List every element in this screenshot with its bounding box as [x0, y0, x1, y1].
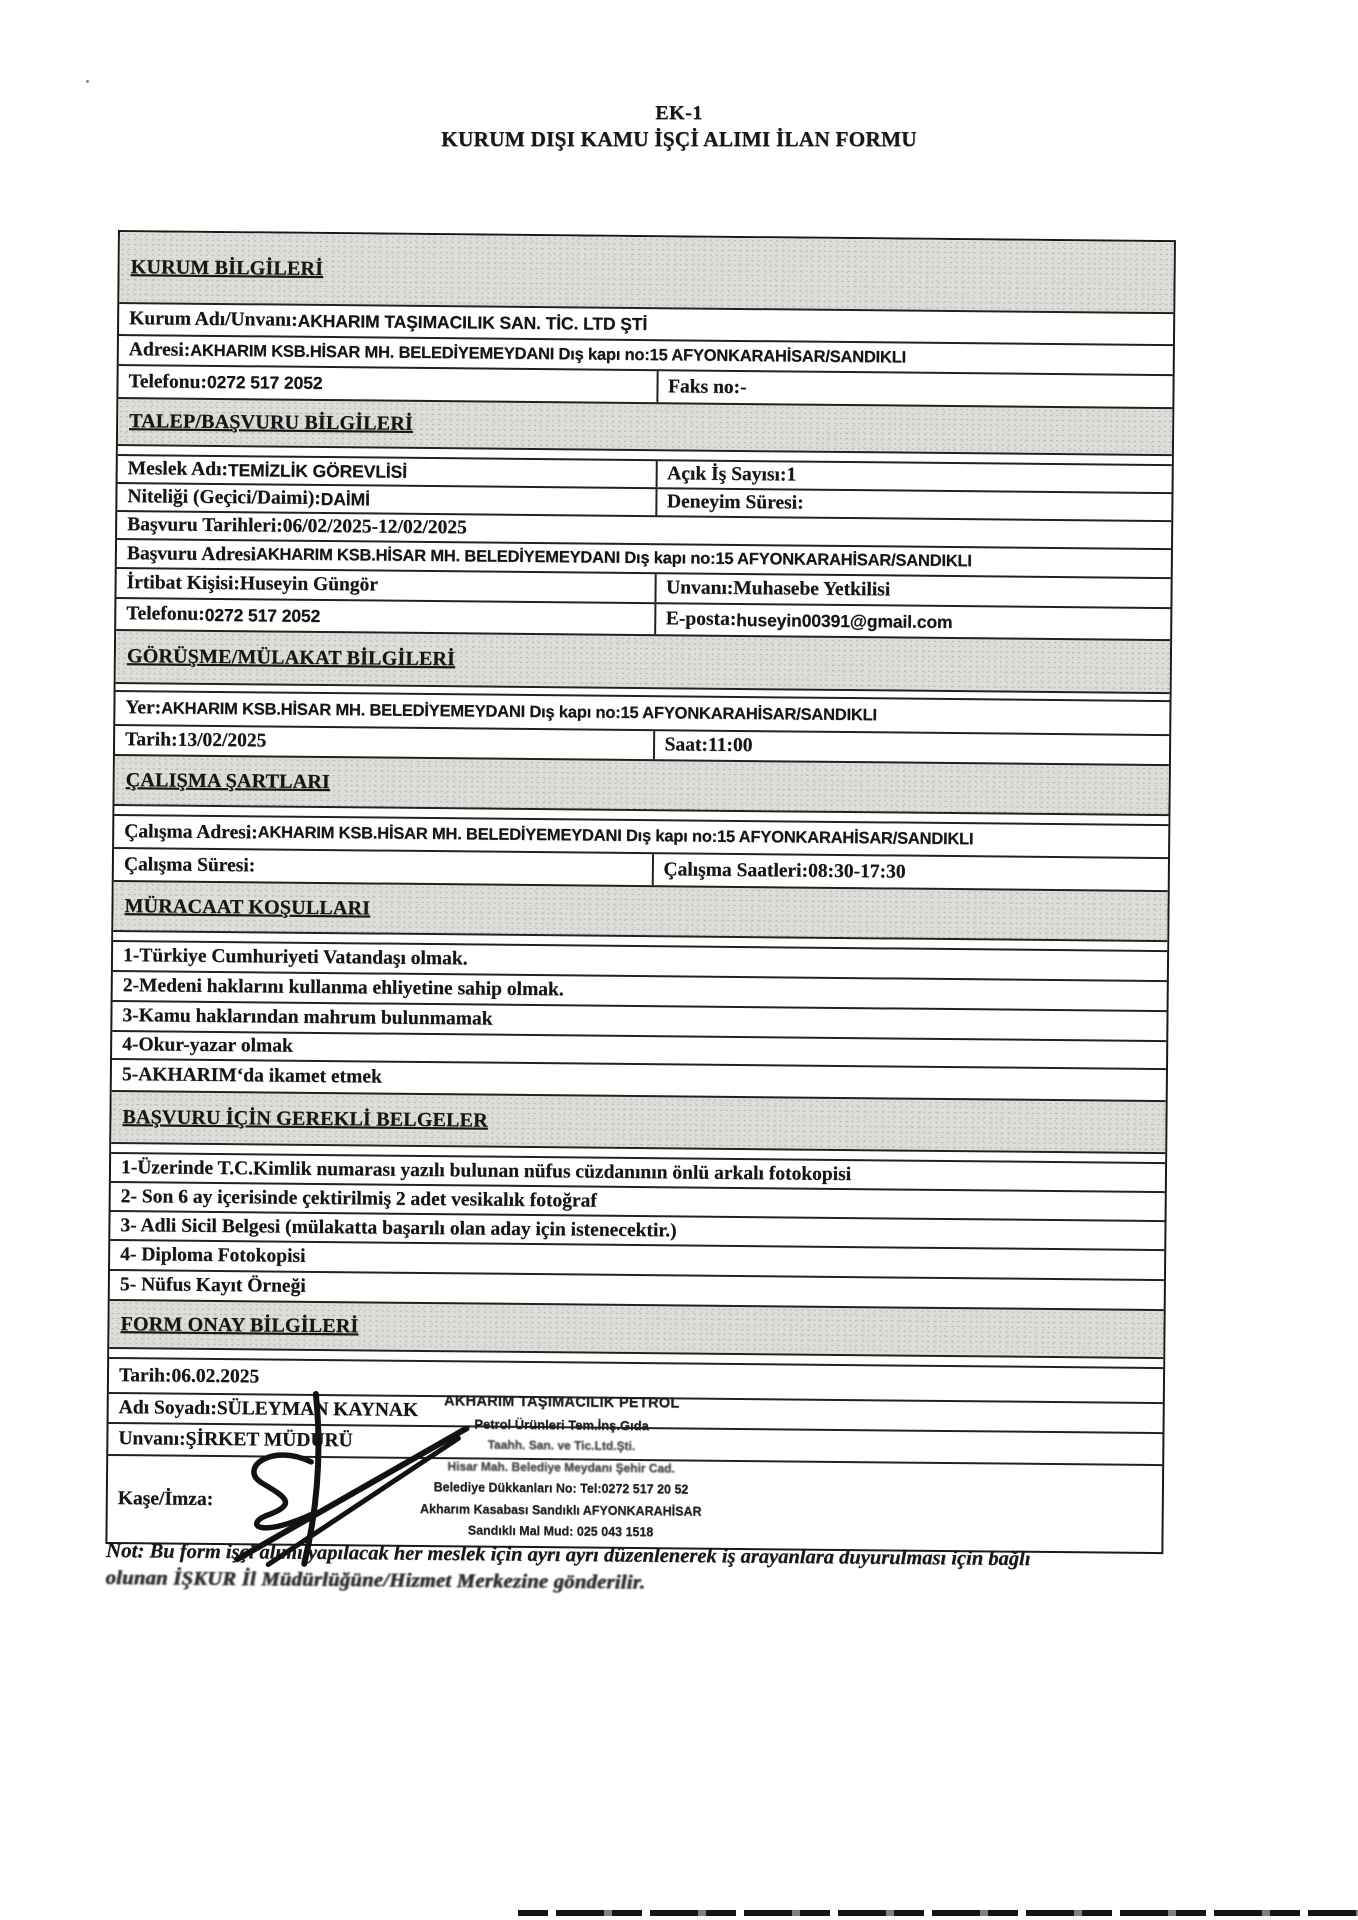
calisma-sure-cell [114, 849, 652, 885]
irtibat-value: Huseyin Güngör [239, 573, 379, 596]
form-table [105, 230, 1176, 1554]
stamp-company-name: AKHARIM TAŞIMACILIK PETROL [443, 1393, 680, 1412]
document-text: 4- Diploma Fotokopisi [120, 1244, 306, 1267]
kurum-adi-label: Kurum Adı/Unvanı: [129, 308, 298, 331]
requirement-text: 1-Türkiye Cumhuriyeti Vatandaşı olmak. [122, 945, 468, 970]
calisma-saat-cell [651, 854, 1168, 890]
kurum-adi-value: AKHARIM TAŞIMACILIK SAN. TİC. LTD ŞTİ [297, 310, 648, 334]
calisma-sure-label: Çalışma Süresi: [123, 853, 256, 876]
footnote [106, 1537, 1276, 1602]
faks-label: Faks no:- [667, 375, 747, 398]
scan-artifact-bar [518, 1910, 1358, 1916]
requirement-text: 3-Kamu haklarından mahrum bulunmamak [122, 1005, 493, 1030]
acik-is-label: Açık İş Sayısı: [667, 463, 787, 486]
telefon-cell [118, 366, 656, 402]
stamp-line: Taahh. San. ve Tic.Ltd.Şti. [487, 1437, 636, 1454]
calisma-saat-label: Çalışma Saatleri: [663, 858, 809, 882]
yer-value: AKHARIM KSB.HİSAR MH. BELEDİYEMEYDANI Dış kapı no:15 AFYONKARAHİSAR/SANDIKLI [161, 698, 877, 724]
document-text: 3- Adli Sicil Belgesi (mülakatta başarılı olan aday için istenecektir.) [120, 1214, 677, 1241]
document-text: 1-Üzerinde T.C.Kimlik numarası yazılı bulunan nüfus cüzdanının önlü arkalı fotokopisi [120, 1156, 852, 1185]
section-title: MÜRACAAT KOŞULLARI [124, 894, 371, 919]
section-title: GÖRÜŞME/MÜLAKAT BİLGİLERİ [126, 645, 456, 671]
page-title: KURUM DIŞI KAMU İŞÇİ ALIMI İLAN FORMU [441, 127, 917, 151]
section-title: FORM ONAY BİLGİLERİ [120, 1312, 359, 1337]
onay-unvan-value: ŞİRKET MÜDÜRÜ [185, 1428, 353, 1452]
nitelik-cell [117, 484, 655, 515]
meslek-cell [118, 456, 656, 487]
eposta-cell [654, 604, 1171, 639]
basvuru-tarih-label: Başvuru Tarihleri: [127, 514, 283, 537]
basvuru-adres-label: Başvuru Adresi [126, 542, 257, 565]
calisma-saat-value: 08:30-17:30 [807, 860, 906, 883]
saat-cell [652, 731, 1169, 764]
footnote-text: Bu form işçi alımı yapılacak her meslek için ayrı ayrı düzenlenerek iş arayanlara duyurulması için bağlı [144, 1540, 1031, 1571]
deneyim-label: Deneyim Süresi: [666, 491, 804, 514]
document-text: 5- Nüfus Kayıt Örneği [119, 1274, 306, 1297]
tarih-value: 13/02/2025 [177, 729, 267, 752]
requirement-text: 4-Okur-yazar olmak [122, 1034, 293, 1057]
basvuru-tarih-value: 06/02/2025-12/02/2025 [282, 515, 467, 539]
onay-tarih-value: 06.02.2025 [171, 1365, 260, 1387]
scan-speck [86, 80, 89, 83]
annex-number: EK-1 [655, 102, 703, 124]
acik-is-value: 1 [786, 464, 797, 486]
telefon2-value: 0272 517 2052 [204, 604, 321, 626]
stamp-line: Sandıklı Mal Mud: 025 043 1518 [467, 1523, 654, 1540]
section-title: KURUM BİLGİLERİ [130, 255, 324, 280]
adi-soyadi-value: SÜLEYMAN KAYNAK [216, 1398, 419, 1421]
requirement-text: 5-AKHARIM‘da ikamet etmek [121, 1064, 382, 1088]
basvuru-adres-value: AKHARIM KSB.HİSAR MH. BELEDİYEMEYDANI Dış kapı no:15 AFYONKARAHİSAR/SANDIKLI [255, 545, 972, 571]
document-text: 2- Son 6 ay içerisinde çektirilmiş 2 adet vesikalık fotoğraf [120, 1185, 597, 1212]
unvan-value: Muhasebe Yetkilisi [733, 577, 891, 601]
adres-value: AKHARIM KSB.HİSAR MH. BELEDİYEMEYDANI Dış kapı no:15 AFYONKARAHİSAR/SANDIKLI [190, 341, 907, 367]
section-title: ÇALIŞMA ŞARTLARI [125, 768, 331, 793]
irtibat-cell [116, 569, 654, 602]
document-header [0, 102, 1358, 152]
nitelik-value: DAİMİ [320, 488, 370, 509]
telefon-value: 0272 517 2052 [206, 371, 323, 393]
stamp-line: Akharım Kasabası Sandıklı AFYONKARAHİSAR [419, 1501, 702, 1519]
saat-value: 11:00 [707, 734, 753, 757]
meslek-label: Meslek Adı: [127, 458, 229, 481]
onay-tarih-label: Tarih: [118, 1364, 172, 1387]
calisma-adres-value: AKHARIM KSB.HİSAR MH. BELEDİYEMEYDANI Dış kapı no:15 AFYONKARAHİSAR/SANDIKLI [257, 823, 974, 849]
acik-is-cell [655, 461, 1172, 492]
stamp-line: Hisar Mah. Belediye Meydanı Şehir Cad. [447, 1458, 675, 1475]
yer-label: Yer: [125, 697, 162, 719]
footnote-line2: olunan İŞKUR İl Müdürlüğüne/Hizmet Merkezine gönderilir. [105, 1566, 646, 1594]
adres-label: Adresi: [128, 339, 191, 361]
adi-soyadi-label: Adı Soyadı: [118, 1397, 217, 1420]
tarih-label: Tarih: [125, 729, 178, 751]
irtibat-label: İrtibat Kişisi: [126, 572, 240, 595]
telefon2-cell [116, 599, 654, 634]
meslek-value: TEMİZLİK GÖREVLİSİ [227, 459, 408, 482]
calisma-adres-label: Çalışma Adresi: [124, 820, 258, 843]
telefon-label: Telefonu: [128, 370, 208, 393]
requirement-text: 2-Medeni haklarını kullanma ehliyetine sahip olmak. [122, 975, 564, 1001]
stamp-line: Petrol Ürünleri Tem.İnş.Gıda [474, 1415, 649, 1433]
unvan-cell [654, 574, 1171, 607]
onay-unvan-label: Unvanı: [118, 1428, 186, 1450]
deneyim-cell [655, 489, 1172, 520]
saat-label: Saat: [664, 734, 709, 756]
kase-imza-label: Kaşe/İmza: [117, 1488, 214, 1510]
section-title: BAŞVURU İÇİN GEREKLİ BELGELER [122, 1105, 488, 1132]
telefon2-label: Telefonu: [126, 603, 205, 625]
eposta-label: E-posta: [665, 608, 737, 630]
tarih-cell [115, 726, 653, 759]
section-title: TALEP/BAŞVURU BİLGİLERİ [129, 410, 414, 435]
stamp-line: Belediye Dükkanları No: Tel:0272 517 20 52 [433, 1480, 689, 1497]
eposta-value: huseyin00391@gmail.com [736, 609, 953, 632]
footnote-not-label: Not: [105, 1538, 145, 1563]
section-header-kurum-bilgileri [119, 232, 1174, 312]
nitelik-label: Niteliği (Geçici/Daimi): [127, 486, 321, 509]
faks-cell [656, 371, 1173, 407]
company-stamp [365, 1390, 756, 1544]
unvan-label: Unvanı: [666, 577, 734, 599]
